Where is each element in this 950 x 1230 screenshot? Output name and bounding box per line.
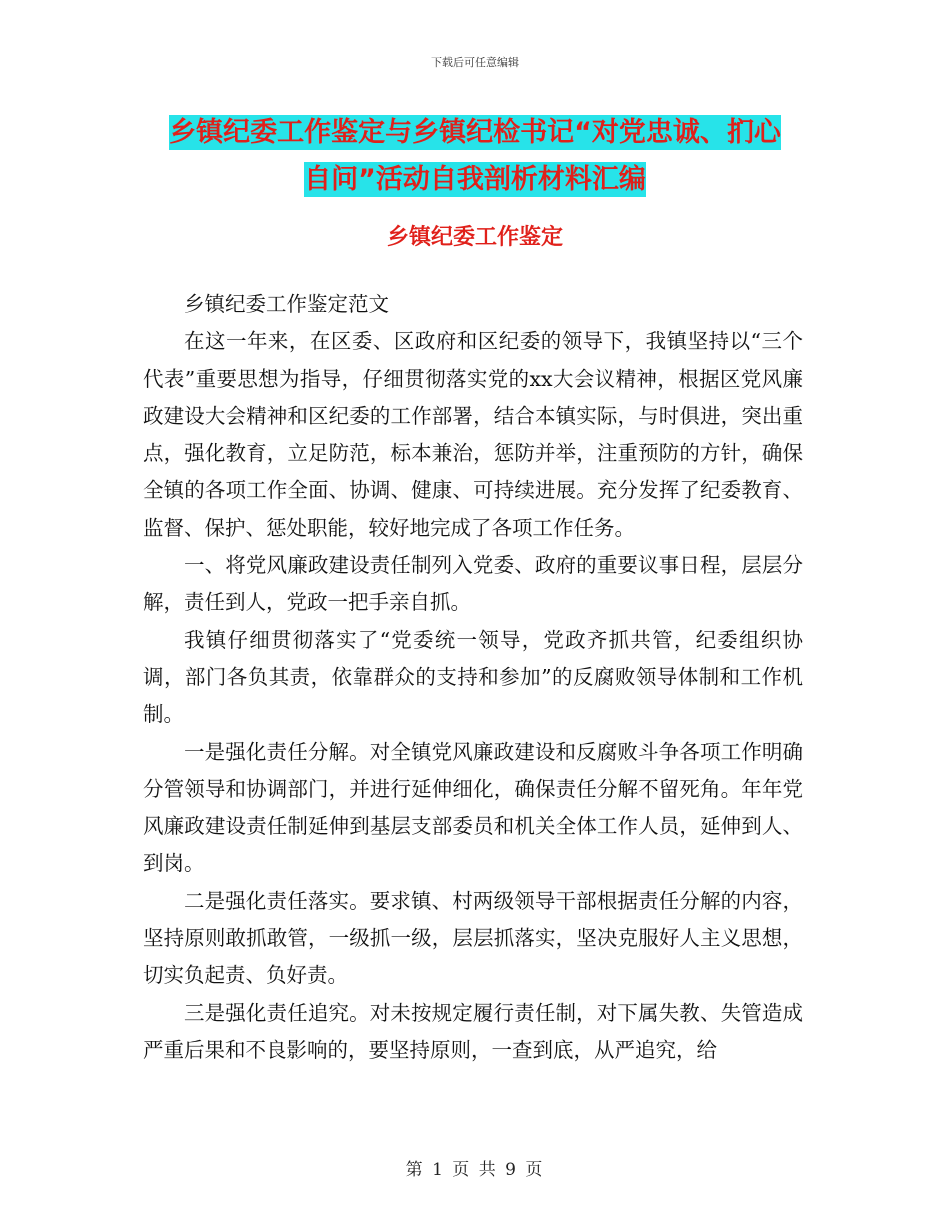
document-title-line-1 bbox=[140, 110, 810, 149]
document-title-line-2 bbox=[140, 157, 810, 196]
title-highlight-2: 自问”活动自我剖析材料汇编 bbox=[304, 164, 646, 195]
header-note: 下载后可任意编辑 bbox=[431, 56, 519, 69]
paragraph: 一是强化责任分解。对全镇党风廉政建设和反腐败斗争各项工作明确分管领导和协调部门，并进行延伸细化，确保责任分解不留死角。年年党风廉政建设责任制延伸到基层支部委员和机关全体工作人员，延伸到人、到岗。 bbox=[143, 739, 803, 876]
page-footer: 第 1 页 共 9 页 bbox=[405, 1160, 545, 1180]
paragraph: 三是强化责任追究。对未按规定履行责任制，对下属失教、失管造成严重后果和不良影响的，要坚持原则，一查到底，从严追究，给 bbox=[143, 1000, 803, 1062]
section-title: 乡镇纪委工作鉴定 bbox=[386, 225, 563, 250]
paragraph: 在这一年来，在区委、区政府和区纪委的领导下，我镇坚持以“三个代表”重要思想为指导，仔细贯彻落实党的xx大会议精神，根据区党风廉政建设大会精神和区纪委的工作部署，结合本镇实际，与时俱进，突出重点，强化教育，立足防范，标本兼治，惩防并举，注重预防的方针，确保全镇的各项工作全面、协调、健康、可持续进展。充分发挥了纪委教育、监督、保护、惩处职能，较好地完成了各项工作任务。 bbox=[143, 329, 803, 540]
paragraph: 一、将党风廉政建设责任制列入党委、政府的重要议事日程，层层分解，责任到人，党政一把手亲自抓。 bbox=[143, 553, 803, 615]
title-highlight-1: 乡镇纪委工作鉴定与乡镇纪检书记“对党忠诚、扪心 bbox=[169, 117, 781, 148]
document-body bbox=[143, 286, 803, 1069]
paragraph: 乡镇纪委工作鉴定范文 bbox=[184, 292, 389, 316]
paragraph: 我镇仔细贯彻落实了“党委统一领导，党政齐抓共管，纪委组织协调，部门各负其责，依靠群众的支持和参加”的反腐败领导体制和工作机制。 bbox=[143, 627, 803, 727]
paragraph: 二是强化责任落实。要求镇、村两级领导干部根据责任分解的内容，坚持原则敢抓敢管，一级抓一级，层层抓落实，坚决克服好人主义思想，切实负起责、负好责。 bbox=[143, 888, 803, 988]
